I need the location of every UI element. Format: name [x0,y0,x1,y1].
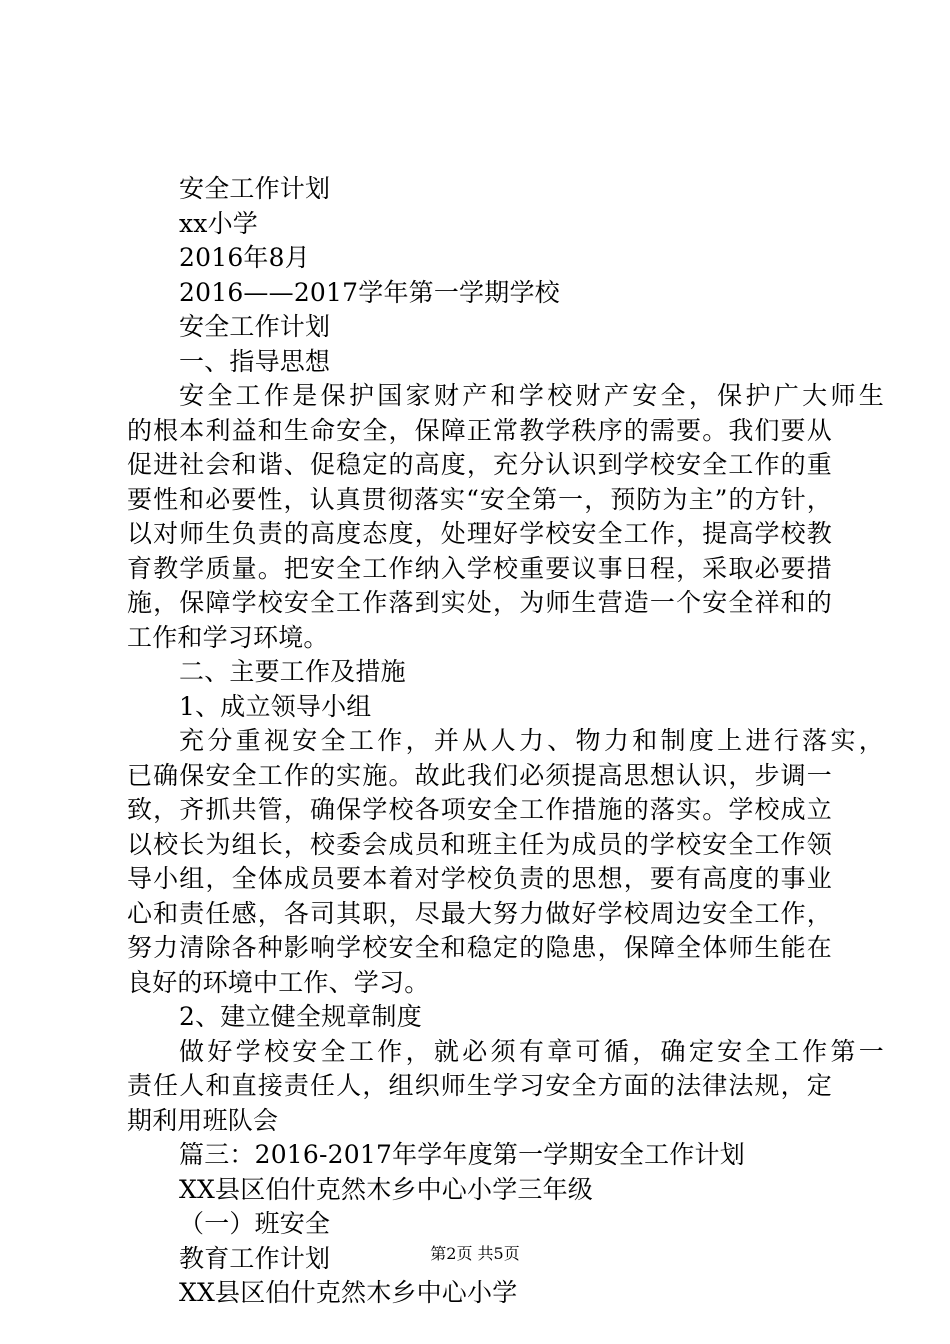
text-line: （一）班安全 [179,1209,331,1238]
text-line: 工作和学习环境。 [127,622,329,652]
text-line: 致，齐抓共管，确保学校各项安全工作措施的落实。学校成立 [127,795,832,824]
text-line: 良好的环境中工作、学习。 [127,967,430,997]
text-line: 1、成立领导小组 [179,691,372,721]
text-line: 2016年8月 [179,243,310,272]
text-line: xx小学 [179,208,258,238]
text-line: 要性和必要性，认真贯彻落实“安全第一，预防为主”的方针， [127,484,832,514]
text-line: 促进社会和谐、促稳定的高度，充分认识到学校安全工作的重 [127,450,832,479]
text-line: 安全工作是保护国家财产和学校财产安全，保护广大师生 [179,381,884,410]
text-line: 导小组，全体成员要本着对学校负责的思想，要有高度的事业 [127,864,832,893]
text-line: 安全工作计划 [179,174,331,203]
text-line: 做好学校安全工作，就必须有章可循，确定安全工作第一 [179,1036,884,1066]
text-line: 施，保障学校安全工作落到实处，为师生营造一个安全祥和的 [127,588,832,617]
text-line: 以校长为组长，校委会成员和班主任为成员的学校安全工作领 [127,829,832,859]
text-line: 心和责任感，各司其职，尽最大努力做好学校周边安全工作， [127,898,832,928]
text-line: 的根本利益和生命安全，保障正常教学秩序的需要。我们要从 [127,415,832,445]
text-line: XX县区伯什克然木乡中心小学 [179,1278,518,1307]
text-line: 育教学质量。把安全工作纳入学校重要议事日程，采取必要措 [127,553,832,583]
text-line: 一、指导思想 [179,346,331,376]
document-body [127,172,884,1311]
text-line: XX县区伯什克然木乡中心小学三年级 [179,1174,593,1204]
text-line: 充分重视安全工作，并从人力、物力和制度上进行落实， [179,726,884,755]
text-line: 期利用班队会 [127,1105,279,1135]
text-line: 二、主要工作及措施 [179,657,406,686]
text-line: 以对师生负责的高度态度，处理好学校安全工作，提高学校教 [127,519,832,548]
text-line: 努力清除各种影响学校安全和稳定的隐患，保障全体师生能在 [127,933,832,962]
text-line: 安全工作计划 [179,312,331,341]
page-footer: 第2页 共5页 [430,1244,520,1263]
text-line: 教育工作计划 [179,1243,331,1273]
text-line: 责任人和直接责任人，组织师生学习安全方面的法律法规，定 [127,1071,832,1100]
text-line: 2016——2017学年第一学期学校 [179,277,560,307]
text-line: 2、建立健全规章制度 [179,1002,422,1031]
text-line: 已确保安全工作的实施。故此我们必须提高思想认识，步调一 [127,760,832,790]
text-line: 篇三：2016-2017年学年度第一学期安全工作计划 [179,1140,745,1169]
